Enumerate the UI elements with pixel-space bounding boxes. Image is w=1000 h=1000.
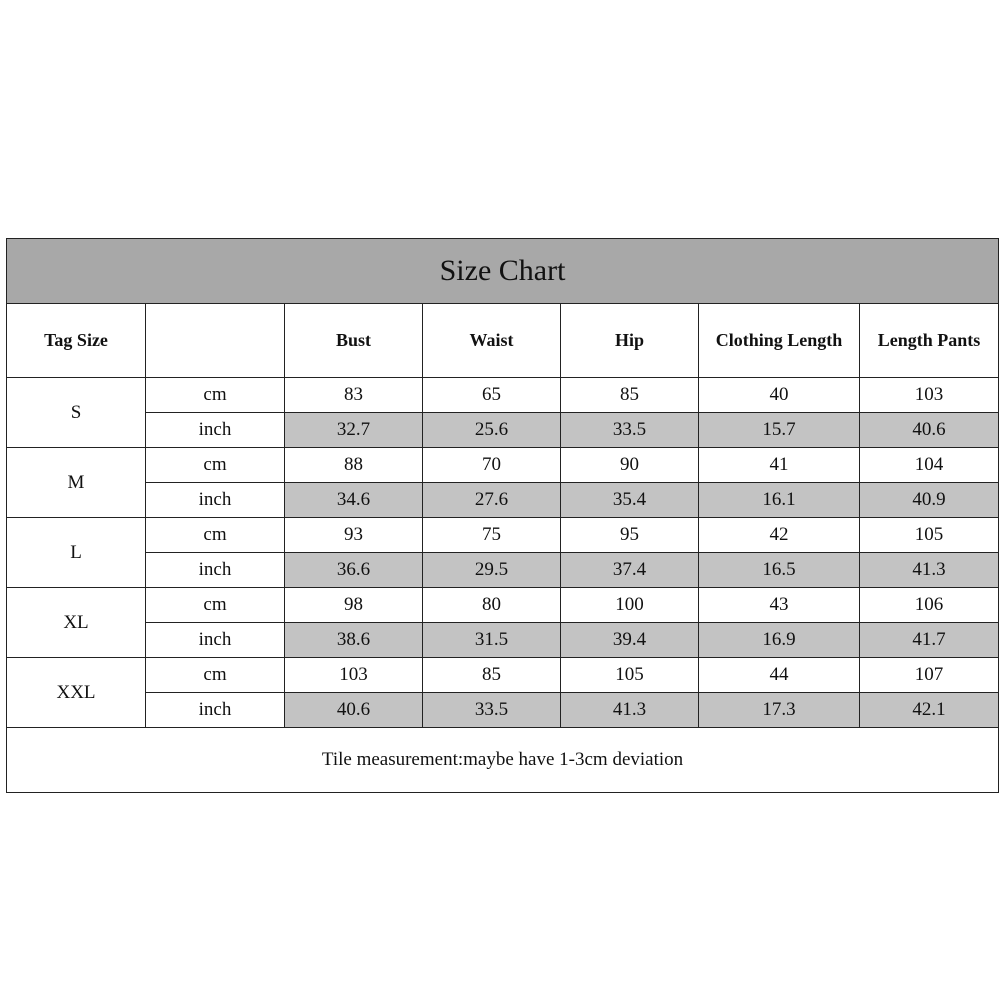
value-cell: 43 bbox=[699, 588, 860, 623]
table-row bbox=[7, 413, 999, 448]
unit-cell: cm bbox=[146, 658, 285, 693]
table-row bbox=[7, 378, 999, 413]
header-row bbox=[7, 304, 999, 378]
value-cell: 35.4 bbox=[561, 483, 699, 518]
value-cell: 38.6 bbox=[285, 623, 423, 658]
value-cell: 31.5 bbox=[423, 623, 561, 658]
value-cell: 100 bbox=[561, 588, 699, 623]
header-unit bbox=[146, 304, 285, 378]
unit-cell: inch bbox=[146, 693, 285, 728]
value-cell: 15.7 bbox=[699, 413, 860, 448]
tag-size-cell: L bbox=[7, 518, 146, 588]
value-cell: 41 bbox=[699, 448, 860, 483]
value-cell: 105 bbox=[561, 658, 699, 693]
tag-size-cell: S bbox=[7, 378, 146, 448]
table-row bbox=[7, 693, 999, 728]
unit-cell: inch bbox=[146, 623, 285, 658]
value-cell: 80 bbox=[423, 588, 561, 623]
value-cell: 42 bbox=[699, 518, 860, 553]
value-cell: 16.1 bbox=[699, 483, 860, 518]
value-cell: 33.5 bbox=[561, 413, 699, 448]
value-cell: 98 bbox=[285, 588, 423, 623]
value-cell: 29.5 bbox=[423, 553, 561, 588]
table-row bbox=[7, 588, 999, 623]
header-waist: Waist bbox=[423, 304, 561, 378]
header-clothing-length: Clothing Length bbox=[699, 304, 860, 378]
chart-title: Size Chart bbox=[7, 239, 999, 304]
unit-cell: cm bbox=[146, 448, 285, 483]
value-cell: 17.3 bbox=[699, 693, 860, 728]
value-cell: 85 bbox=[561, 378, 699, 413]
value-cell: 37.4 bbox=[561, 553, 699, 588]
value-cell: 104 bbox=[860, 448, 999, 483]
measurement-note: Tile measurement:maybe have 1-3cm deviation bbox=[7, 728, 999, 793]
value-cell: 34.6 bbox=[285, 483, 423, 518]
value-cell: 42.1 bbox=[860, 693, 999, 728]
value-cell: 105 bbox=[860, 518, 999, 553]
value-cell: 85 bbox=[423, 658, 561, 693]
value-cell: 39.4 bbox=[561, 623, 699, 658]
unit-cell: cm bbox=[146, 588, 285, 623]
value-cell: 16.5 bbox=[699, 553, 860, 588]
value-cell: 32.7 bbox=[285, 413, 423, 448]
value-cell: 107 bbox=[860, 658, 999, 693]
value-cell: 93 bbox=[285, 518, 423, 553]
value-cell: 65 bbox=[423, 378, 561, 413]
value-cell: 41.3 bbox=[860, 553, 999, 588]
tag-size-cell: XL bbox=[7, 588, 146, 658]
table-row bbox=[7, 483, 999, 518]
value-cell: 90 bbox=[561, 448, 699, 483]
value-cell: 103 bbox=[285, 658, 423, 693]
header-tag-size: Tag Size bbox=[7, 304, 146, 378]
tag-size-cell: M bbox=[7, 448, 146, 518]
value-cell: 103 bbox=[860, 378, 999, 413]
table-row bbox=[7, 553, 999, 588]
unit-cell: inch bbox=[146, 483, 285, 518]
value-cell: 95 bbox=[561, 518, 699, 553]
size-chart-table bbox=[6, 238, 999, 793]
value-cell: 40 bbox=[699, 378, 860, 413]
value-cell: 88 bbox=[285, 448, 423, 483]
table-row bbox=[7, 518, 999, 553]
header-hip: Hip bbox=[561, 304, 699, 378]
value-cell: 40.6 bbox=[860, 413, 999, 448]
value-cell: 36.6 bbox=[285, 553, 423, 588]
value-cell: 44 bbox=[699, 658, 860, 693]
value-cell: 75 bbox=[423, 518, 561, 553]
unit-cell: inch bbox=[146, 553, 285, 588]
value-cell: 25.6 bbox=[423, 413, 561, 448]
value-cell: 16.9 bbox=[699, 623, 860, 658]
value-cell: 41.3 bbox=[561, 693, 699, 728]
table-row bbox=[7, 448, 999, 483]
header-length-pants: Length Pants bbox=[860, 304, 999, 378]
value-cell: 83 bbox=[285, 378, 423, 413]
table-row bbox=[7, 658, 999, 693]
header-bust: Bust bbox=[285, 304, 423, 378]
value-cell: 40.6 bbox=[285, 693, 423, 728]
note-row bbox=[7, 728, 999, 793]
tag-size-cell: XXL bbox=[7, 658, 146, 728]
unit-cell: inch bbox=[146, 413, 285, 448]
unit-cell: cm bbox=[146, 378, 285, 413]
table-row bbox=[7, 623, 999, 658]
value-cell: 27.6 bbox=[423, 483, 561, 518]
value-cell: 106 bbox=[860, 588, 999, 623]
value-cell: 70 bbox=[423, 448, 561, 483]
value-cell: 33.5 bbox=[423, 693, 561, 728]
value-cell: 40.9 bbox=[860, 483, 999, 518]
value-cell: 41.7 bbox=[860, 623, 999, 658]
unit-cell: cm bbox=[146, 518, 285, 553]
